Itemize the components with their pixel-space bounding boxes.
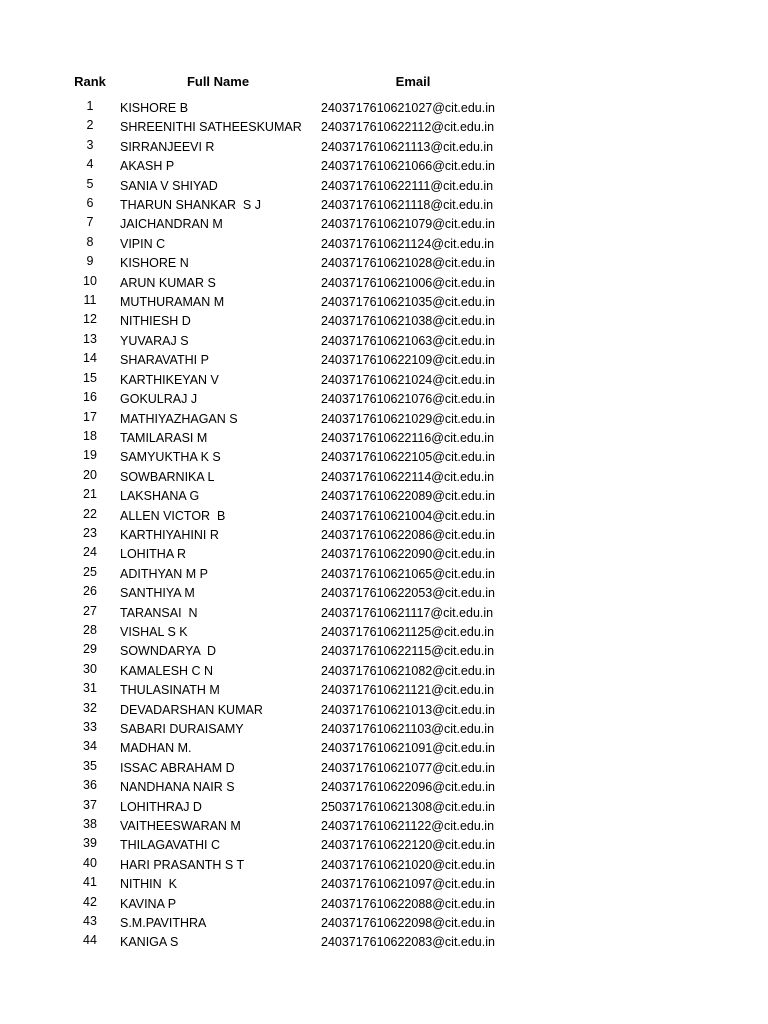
rank-cell: 33 [83, 720, 97, 734]
rank-cell: 24 [83, 545, 97, 560]
table-row [0, 934, 768, 953]
email-cell: 2403717610621004@cit.edu.in [321, 508, 495, 523]
full-name-cell: JAICHANDRAN M [120, 217, 223, 232]
full-name-cell: KISHORE B [120, 101, 189, 115]
full-name-cell: KAMALESH C N [120, 663, 214, 678]
email-cell: 2403717610621118@cit.edu.in [321, 198, 494, 213]
rank-cell: 11 [83, 293, 97, 308]
rank-cell: 32 [83, 700, 97, 715]
rank-cell: 41 [83, 875, 97, 890]
table-row [0, 799, 768, 818]
email-cell: 2403717610622116@cit.edu.in [321, 430, 495, 445]
table-row [0, 216, 768, 235]
email-cell: 2403717610622089@cit.edu.in [321, 489, 495, 504]
table-row [0, 624, 768, 643]
email-cell: 2403717610622115@cit.edu.in [321, 644, 495, 659]
email-cell: 2403717610622120@cit.edu.in [321, 838, 495, 853]
email-cell: 2403717610622053@cit.edu.in [321, 586, 495, 601]
rank-cell: 29 [83, 642, 97, 657]
rank-cell: 7 [86, 215, 94, 230]
email-cell: 2403717610621006@cit.edu.in [321, 275, 495, 290]
rank-cell: 37 [83, 797, 97, 812]
full-name-cell: LOHITHA R [120, 547, 186, 562]
full-name-cell: SHREENITHI SATHEESKUMAR [120, 120, 302, 135]
rank-cell: 22 [83, 506, 97, 521]
email-cell: 2403717610622083@cit.edu.in [321, 935, 495, 950]
email-cell: 2403717610622109@cit.edu.in [321, 353, 495, 368]
email-cell: 2403717610621091@cit.edu.in [321, 741, 495, 756]
table-row [0, 779, 768, 798]
full-name-cell: KARTHIKEYAN V [120, 372, 219, 387]
table-row [0, 119, 768, 138]
full-name-cell: SHARAVATHI P [120, 353, 209, 368]
email-cell: 2403717610621065@cit.edu.in [321, 566, 495, 581]
email-cell: 2403717610622114@cit.edu.in [321, 469, 495, 484]
table-row [0, 896, 768, 915]
rank-cell: 10 [83, 273, 97, 288]
email-cell: 2403717610621024@cit.edu.in [321, 372, 495, 387]
rank-cell: 1 [86, 99, 94, 113]
table-row [0, 488, 768, 507]
table-row [0, 449, 768, 468]
email-cell: 2403717610621113@cit.edu.in [321, 139, 494, 154]
full-name-cell: SANTHIYA M [120, 586, 195, 601]
rank-cell: 8 [86, 234, 94, 249]
full-name-cell: MADHAN M. [120, 741, 192, 756]
email-cell: 2403717610621121@cit.edu.in [321, 683, 495, 698]
email-cell: 2403717610621020@cit.edu.in [321, 857, 495, 872]
full-name-cell: LOHITHRAJ D [120, 799, 202, 814]
table-row [0, 411, 768, 430]
full-name-cell: KARTHIYAHINI R [120, 527, 219, 542]
table-row [0, 333, 768, 352]
rank-cell: 12 [83, 312, 97, 327]
full-name-cell: SIRRANJEEVI R [120, 139, 215, 154]
table-row [0, 236, 768, 255]
full-name-cell: VIPIN C [120, 236, 166, 251]
email-cell: 2403717610621076@cit.edu.in [321, 392, 495, 407]
email-cell: 2403717610621082@cit.edu.in [321, 663, 495, 678]
table-row [0, 255, 768, 274]
table-row [0, 585, 768, 604]
rank-cell: 36 [83, 778, 97, 793]
full-name-cell: VISHAL S K [120, 624, 188, 639]
full-name-cell: GOKULRAJ J [120, 392, 198, 407]
full-name-cell: DEVADARSHAN KUMAR [120, 702, 263, 717]
rank-cell: 25 [83, 564, 97, 579]
rank-cell: 35 [83, 758, 97, 773]
email-cell: 2403717610622105@cit.edu.in [321, 450, 495, 465]
table-row [0, 740, 768, 759]
email-cell: 2403717610621077@cit.edu.in [321, 760, 495, 775]
table-row [0, 100, 768, 119]
rank-cell: 26 [83, 584, 97, 599]
email-cell: 2503717610621308@cit.edu.in [321, 799, 495, 814]
table-row [0, 837, 768, 856]
rank-cell: 2 [86, 118, 94, 133]
email-cell: 2403717610621097@cit.edu.in [321, 877, 495, 892]
table-row [0, 372, 768, 391]
email-cell: 2403717610621066@cit.edu.in [321, 159, 495, 174]
rank-cell: 21 [83, 487, 97, 502]
full-name-cell: ALLEN VICTOR B [120, 508, 226, 523]
rank-cell: 15 [83, 370, 97, 385]
rank-cell: 17 [83, 409, 97, 424]
table-row [0, 469, 768, 488]
table-row [0, 139, 768, 158]
full-name-cell: NITHIESH D [120, 314, 191, 329]
rank-cell: 5 [86, 176, 94, 191]
rank-cell: 19 [83, 448, 97, 463]
table-row [0, 760, 768, 779]
rank-cell: 20 [83, 467, 97, 482]
rank-cell: 4 [86, 157, 94, 172]
full-name-cell: HARI PRASANTH S T [120, 857, 245, 872]
table-row [0, 313, 768, 332]
table-row [0, 915, 768, 934]
table-row [0, 702, 768, 721]
table-row [0, 158, 768, 177]
full-name-cell: NITHIN K [120, 877, 177, 892]
full-name-cell: S.M.PAVITHRA [120, 916, 207, 931]
full-name-cell: THILAGAVATHI C [120, 838, 221, 853]
email-cell: 2403717610621103@cit.edu.in [321, 722, 495, 736]
rank-cell: 30 [83, 661, 97, 676]
table-row [0, 857, 768, 876]
rank-cell: 44 [83, 933, 97, 948]
rank-cell: 9 [86, 254, 94, 269]
full-name-cell: SAMYUKTHA K S [120, 450, 221, 465]
full-name-cell: KAVINA P [120, 896, 177, 911]
email-cell: 2403717610622096@cit.edu.in [321, 780, 495, 795]
email-cell: 2403717610622111@cit.edu.in [321, 178, 494, 193]
table-row [0, 197, 768, 216]
rank-cell: 16 [83, 390, 97, 405]
table-body [0, 100, 768, 954]
email-cell: 2403717610621125@cit.edu.in [321, 624, 495, 639]
table-row [0, 508, 768, 527]
full-name-cell: AKASH P [120, 159, 175, 174]
email-cell: 2403717610621035@cit.edu.in [321, 295, 495, 310]
table-row [0, 566, 768, 585]
rank-cell: 14 [83, 351, 97, 366]
rank-cell: 40 [83, 855, 97, 870]
table-row [0, 876, 768, 895]
email-cell: 2403717610622112@cit.edu.in [321, 120, 495, 135]
rank-cell: 27 [83, 603, 97, 618]
table-row [0, 294, 768, 313]
rank-cell: 3 [86, 137, 94, 152]
full-name-cell: VAITHEESWARAN M [120, 819, 241, 834]
table-row [0, 682, 768, 701]
table-row [0, 391, 768, 410]
rank-cell: 23 [83, 525, 97, 540]
full-name-cell: NANDHANA NAIR S [120, 780, 235, 795]
email-cell: 2403717610621013@cit.edu.in [321, 702, 495, 717]
email-cell: 2403717610622090@cit.edu.in [321, 547, 495, 562]
full-name-cell: KANIGA S [120, 935, 179, 950]
table-row [0, 605, 768, 624]
table-row [0, 275, 768, 294]
email-cell: 2403717610622086@cit.edu.in [321, 527, 495, 542]
full-name-cell: THARUN SHANKAR S J [120, 198, 261, 213]
table-header [0, 74, 768, 92]
column-header-full-name: Full Name [186, 74, 250, 89]
full-name-cell: SOWNDARYA D [120, 644, 217, 659]
email-cell: 2403717610621122@cit.edu.in [321, 819, 495, 834]
rank-cell: 6 [86, 196, 94, 211]
email-cell: 2403717610622098@cit.edu.in [321, 916, 495, 931]
full-name-cell: ISSAC ABRAHAM D [120, 760, 235, 775]
column-header-rank: Rank [74, 74, 106, 89]
table-row [0, 178, 768, 197]
column-header-email: Email [395, 74, 431, 89]
email-cell: 2403717610621063@cit.edu.in [321, 333, 495, 348]
full-name-cell: SOWBARNIKA L [120, 469, 215, 484]
full-name-cell: THULASINATH M [120, 683, 220, 698]
rank-cell: 42 [83, 894, 97, 909]
table-row [0, 643, 768, 662]
table-row [0, 352, 768, 371]
table-row [0, 663, 768, 682]
table-row [0, 818, 768, 837]
full-name-cell: MUTHURAMAN M [120, 295, 225, 310]
email-cell: 2403717610621117@cit.edu.in [321, 605, 494, 620]
full-name-cell: SABARI DURAISAMY [120, 722, 244, 736]
rank-cell: 13 [83, 331, 97, 346]
rank-cell: 28 [83, 622, 97, 637]
full-name-cell: KISHORE N [120, 256, 189, 271]
email-cell: 2403717610622088@cit.edu.in [321, 896, 495, 911]
full-name-cell: TARANSAI N [120, 605, 198, 620]
rank-cell: 31 [83, 681, 97, 696]
table-row [0, 721, 768, 740]
table-row [0, 430, 768, 449]
email-cell: 2403717610621079@cit.edu.in [321, 217, 495, 232]
rank-cell: 38 [83, 817, 97, 832]
rank-cell: 18 [83, 428, 97, 443]
email-cell: 2403717610621028@cit.edu.in [321, 256, 495, 271]
email-cell: 2403717610621029@cit.edu.in [321, 411, 495, 426]
full-name-cell: MATHIYAZHAGAN S [120, 411, 238, 426]
email-cell: 2403717610621124@cit.edu.in [321, 236, 495, 251]
rank-cell: 39 [83, 836, 97, 851]
full-name-cell: TAMILARASI M [120, 430, 208, 445]
full-name-cell: LAKSHANA G [120, 489, 200, 504]
full-name-cell: ARUN KUMAR S [120, 275, 216, 290]
table-row [0, 527, 768, 546]
full-name-cell: SANIA V SHIYAD [120, 178, 218, 193]
rank-cell: 34 [83, 739, 97, 754]
table-row [0, 546, 768, 565]
email-cell: 2403717610621027@cit.edu.in [321, 101, 495, 115]
full-name-cell: ADITHYAN M P [120, 566, 208, 581]
rank-cell: 43 [83, 914, 97, 929]
full-name-cell: YUVARAJ S [120, 333, 189, 348]
email-cell: 2403717610621038@cit.edu.in [321, 314, 495, 329]
